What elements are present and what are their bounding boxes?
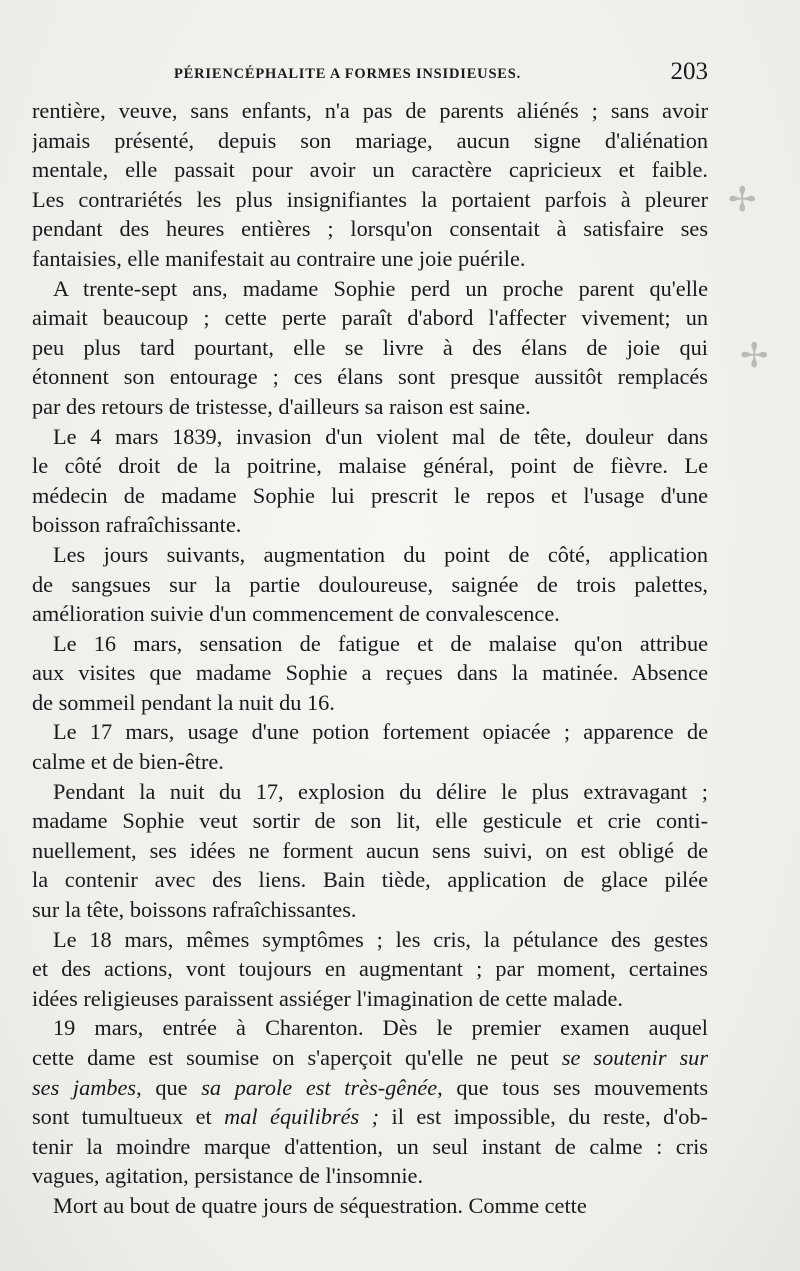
- italic-text: mal équilibrés ;: [224, 1104, 380, 1130]
- paragraph: [32, 717, 708, 776]
- text-segment: , que: [136, 1074, 202, 1100]
- text-line: Le 18 mars, mêmes symptômes ; les cris, la pétulance des gestes: [53, 926, 708, 952]
- text-segment: , que tous ses mouvements: [437, 1074, 708, 1100]
- text-line: madame Sophie veut sortir de son lit, elle gesticule et crie conti-: [32, 808, 708, 834]
- text-line: par des retours de tristesse, d'ailleurs sa raison est saine.: [32, 393, 531, 419]
- text-line: [32, 1073, 708, 1103]
- text-line: rentière, veuve, sans enfants, n'a pas de parents aliénés ; sans avoir: [32, 98, 708, 123]
- text-line: A trente-sept ans, madame Sophie perd un proche parent qu'elle: [53, 275, 708, 301]
- margin-mark-icon: ✢: [740, 336, 769, 376]
- text-segment: tenir la moindre marque d'attention, un seul instant de calme : cris: [32, 1133, 708, 1159]
- margin-mark-icon: ✢: [728, 180, 757, 220]
- text-line: [32, 1043, 708, 1073]
- text-line: la contenir avec des liens. Bain tiède, application de glace pilée: [32, 867, 708, 893]
- paragraph: [32, 925, 708, 1014]
- page-header: [32, 56, 708, 92]
- text-line: calme et de bien-être.: [32, 749, 224, 775]
- text-line: de sangsues sur la partie douloureuse, saignée de trois palettes,: [32, 571, 708, 597]
- italic-text: ses jambes: [32, 1074, 137, 1100]
- text-segment: cette dame est soumise on s'aperçoit qu'elle ne peut: [32, 1045, 562, 1070]
- text-line: peu plus tard pourtant, elle se livre à des élans de joie qui: [32, 334, 708, 360]
- text-line: et des actions, vont toujours en augmentant ; par moment, certaines: [32, 956, 708, 982]
- text-line: le côté droit de la poitrine, malaise général, point de fièvre. Le: [32, 453, 708, 479]
- text-line: sur la tête, boissons rafraîchissantes.: [32, 897, 357, 923]
- text-line: médecin de madame Sophie lui prescrit le repos et l'usage d'une: [32, 482, 708, 508]
- paragraph: [32, 777, 708, 925]
- text-segment: sont tumultueux et: [32, 1104, 225, 1130]
- text-line: [32, 1132, 708, 1162]
- paragraph: [32, 629, 708, 718]
- italic-text: se soutenir sur: [561, 1045, 708, 1070]
- text-line: Pendant la nuit du 17, explosion du délire le plus extravagant ;: [53, 778, 708, 804]
- text-line: [32, 1102, 708, 1132]
- text-line: boisson rafraîchissante.: [32, 512, 242, 538]
- paragraph: [32, 1013, 708, 1191]
- paragraph: [32, 422, 708, 540]
- text-line: jamais présenté, depuis son mariage, aucun signe d'aliénation: [32, 127, 708, 153]
- paragraph: [32, 540, 708, 629]
- text-line: [32, 1161, 708, 1191]
- text-line: pendant des heures entières ; lorsqu'on consentait à satisfaire ses: [32, 216, 708, 242]
- text-line: [32, 1013, 708, 1043]
- page-number: 203: [670, 58, 708, 85]
- text-segment: 19 mars, entrée à Charenton. Dès le premier examen auquel: [53, 1015, 708, 1041]
- body-text: [32, 96, 708, 1221]
- text-line: étonnent son entourage ; ces élans sont presque aussitôt remplacés: [32, 364, 708, 390]
- text-line: aimait beaucoup ; cette perte paraît d'abord l'affecter vivement; un: [32, 305, 708, 331]
- text-line: Le 4 mars 1839, invasion d'un violent mal de tête, douleur dans: [53, 423, 708, 449]
- text-line: fantaisies, elle manifestait au contraire une joie puérile.: [32, 245, 526, 271]
- paragraph: [32, 96, 708, 274]
- text-line: Le 17 mars, usage d'une potion fortement opiacée ; apparence de: [53, 719, 708, 745]
- text-line: Mort au bout de quatre jours de séquestration. Comme cette: [53, 1192, 587, 1218]
- text-line: Le 16 mars, sensation de fatigue et de malaise qu'on attribue: [53, 630, 708, 656]
- text-line: Les contrariétés les plus insignifiantes la portaient parfois à pleurer: [32, 186, 708, 212]
- paragraph: [32, 1191, 708, 1221]
- text-line: Les jours suivants, augmentation du point de côté, application: [53, 541, 708, 567]
- paragraph: [32, 274, 708, 422]
- text-line: idées religieuses paraissent assiéger l'imagination de cette malade.: [32, 985, 623, 1011]
- text-segment: il est impossible, du reste, d'ob-: [379, 1104, 708, 1130]
- text-line: de sommeil pendant la nuit du 16.: [32, 689, 335, 715]
- italic-text: sa parole est très-gênée: [201, 1074, 438, 1100]
- running-title: PÉRIENCÉPHALITE A FORMES INSIDIEUSES.: [174, 66, 522, 82]
- text-line: amélioration suivie d'un commencement de convalescence.: [32, 601, 560, 627]
- text-segment: vagues, agitation, persistance de l'insomnie.: [32, 1163, 424, 1189]
- text-line: nuellement, ses idées ne forment aucun sens suivi, on est obligé de: [32, 837, 708, 863]
- text-line: mentale, elle passait pour avoir un caractère capricieux et faible.: [32, 157, 708, 183]
- text-line: aux visites que madame Sophie a reçues dans la matinée. Absence: [32, 660, 708, 686]
